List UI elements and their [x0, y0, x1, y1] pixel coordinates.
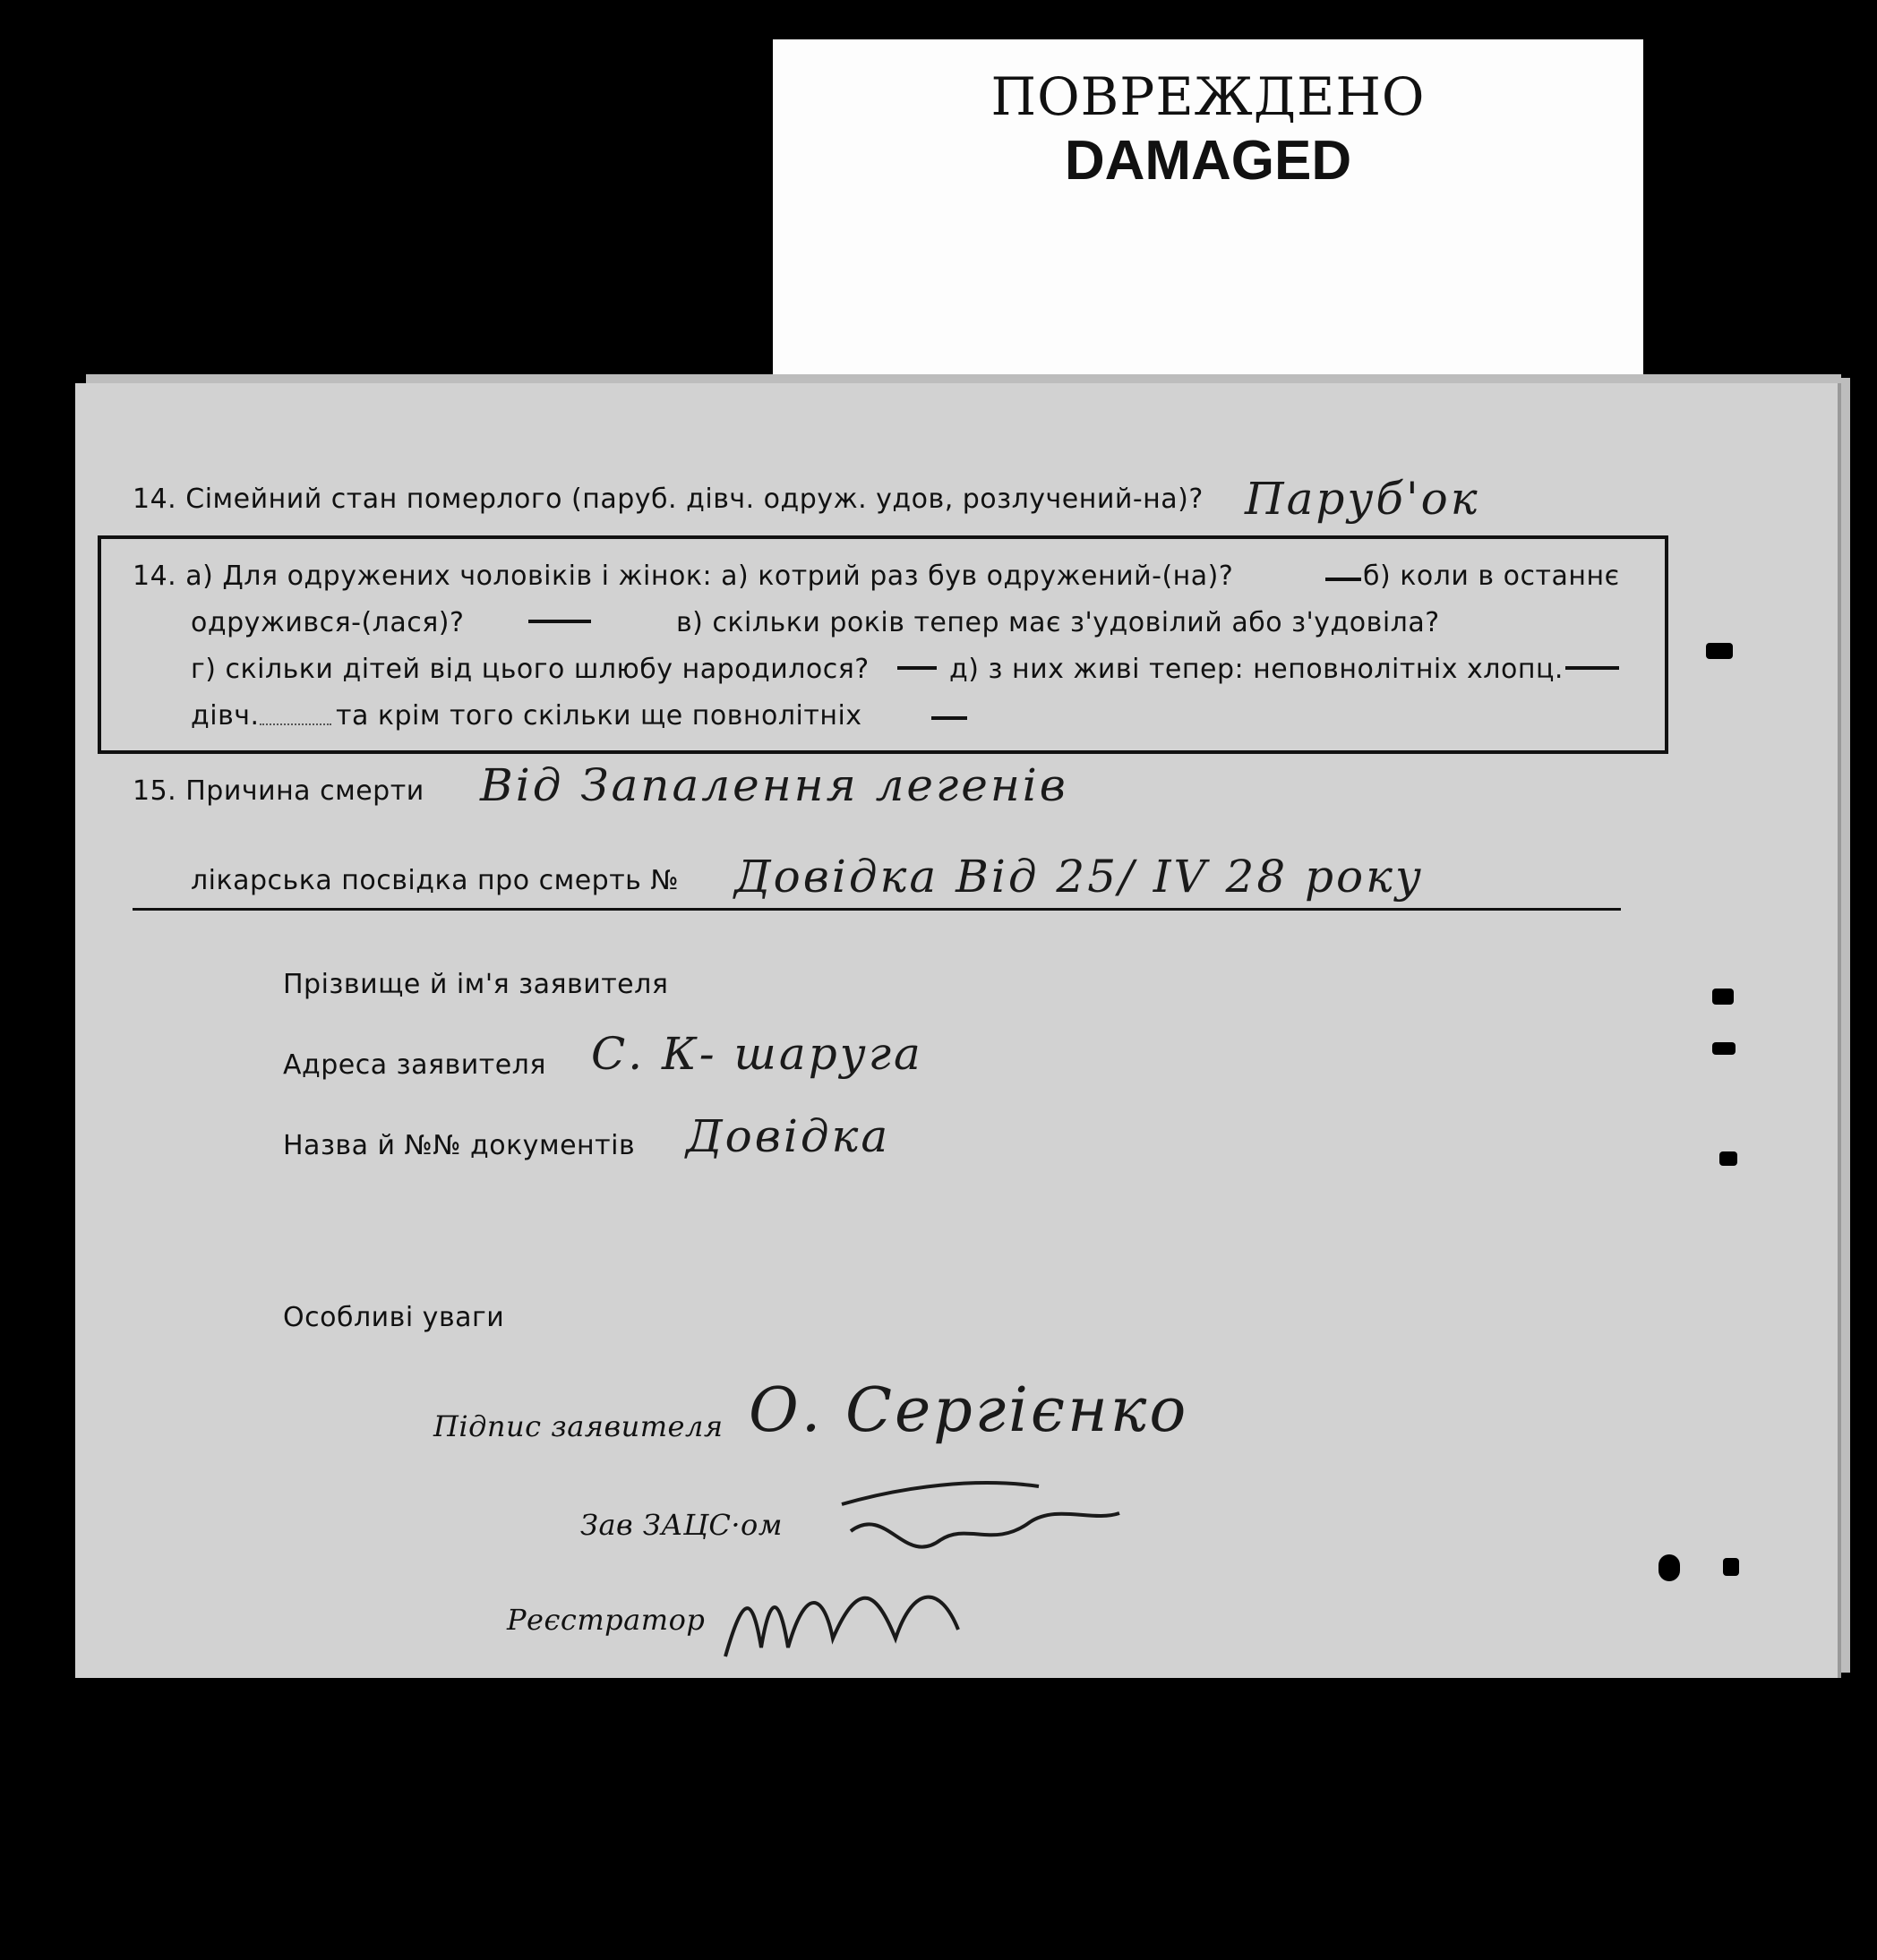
applicant-address-answer: С. К- шаруга: [591, 1028, 923, 1080]
damaged-label-en: DAMAGED: [1064, 130, 1352, 192]
punch-hole: [1719, 1151, 1737, 1166]
punch-hole: [1658, 1554, 1680, 1581]
certificate-label: лікарська посвідка про смерть №: [191, 865, 680, 896]
applicant-name-label: Прізвище й ім'я заявителя: [283, 969, 669, 1000]
q14-answer: Паруб'ок: [1245, 473, 1480, 525]
q14a-answer-dash-1: [1325, 578, 1361, 581]
q14a-line3-a: г) скільки дітей від цього шлюбу народилося?: [191, 654, 870, 685]
documents-answer: Довідка: [686, 1110, 891, 1162]
q15-answer: Від Запалення легенів: [480, 759, 1068, 811]
q14-label: 14. Сімейний стан померлого (паруб. дівч. одруж. удов, розлучений-на)?: [133, 484, 1204, 515]
notes-label: Особливі уваги: [283, 1302, 505, 1333]
q14a-line2-a: одружився-(лася)?: [191, 607, 465, 638]
q14a-line1-a: 14. а) Для одружених чоловіків і жінок: а) котрий раз був одружений-(на)?: [133, 561, 1234, 592]
q14a-line4-b: та крім того скільки ще повнолітніх: [336, 700, 862, 732]
q14a-answer-dash-5: [931, 716, 967, 720]
head-label: Зав ЗАЦС·ом: [580, 1508, 783, 1542]
q14a-line1-b: б) коли в останнє: [1363, 561, 1620, 592]
applicant-signature: О. Сергієнко: [749, 1375, 1189, 1446]
q14a-line3-b: д) з них живі тепер: неповнолітніх хлопц.: [949, 654, 1564, 685]
q14a-answer-dash-2: [528, 620, 591, 623]
punch-hole: [1723, 1558, 1739, 1576]
applicant-address-label: Адреса заявителя: [283, 1049, 546, 1081]
punch-hole: [1712, 989, 1734, 1005]
registrar-label: Реєстратор: [507, 1603, 706, 1637]
registrar-signature: [716, 1558, 1039, 1674]
punch-hole: [1706, 643, 1733, 659]
damaged-label-ru: ПОВРЕЖДЕНО: [990, 66, 1426, 127]
q15-label: 15. Причина смерти: [133, 775, 424, 807]
applicant-signature-label: Підпис заявителя: [433, 1409, 724, 1443]
punch-hole: [1712, 1042, 1736, 1055]
documents-label: Назва й №№ документів: [283, 1130, 636, 1161]
q14a-line2-b: в) скільки років тепер має з'удовілий або з'удовіла?: [676, 607, 1440, 638]
q14a-line4-a: дівч.: [191, 700, 260, 732]
damaged-label-card: [773, 39, 1643, 374]
section-rule: [133, 908, 1621, 911]
q14a-dotted-line: [260, 723, 331, 725]
q14a-answer-dash-3: [897, 666, 937, 670]
q14a-answer-dash-4: [1565, 666, 1619, 670]
certificate-answer: Довідка Від 25/ IV 28 року: [734, 851, 1425, 903]
